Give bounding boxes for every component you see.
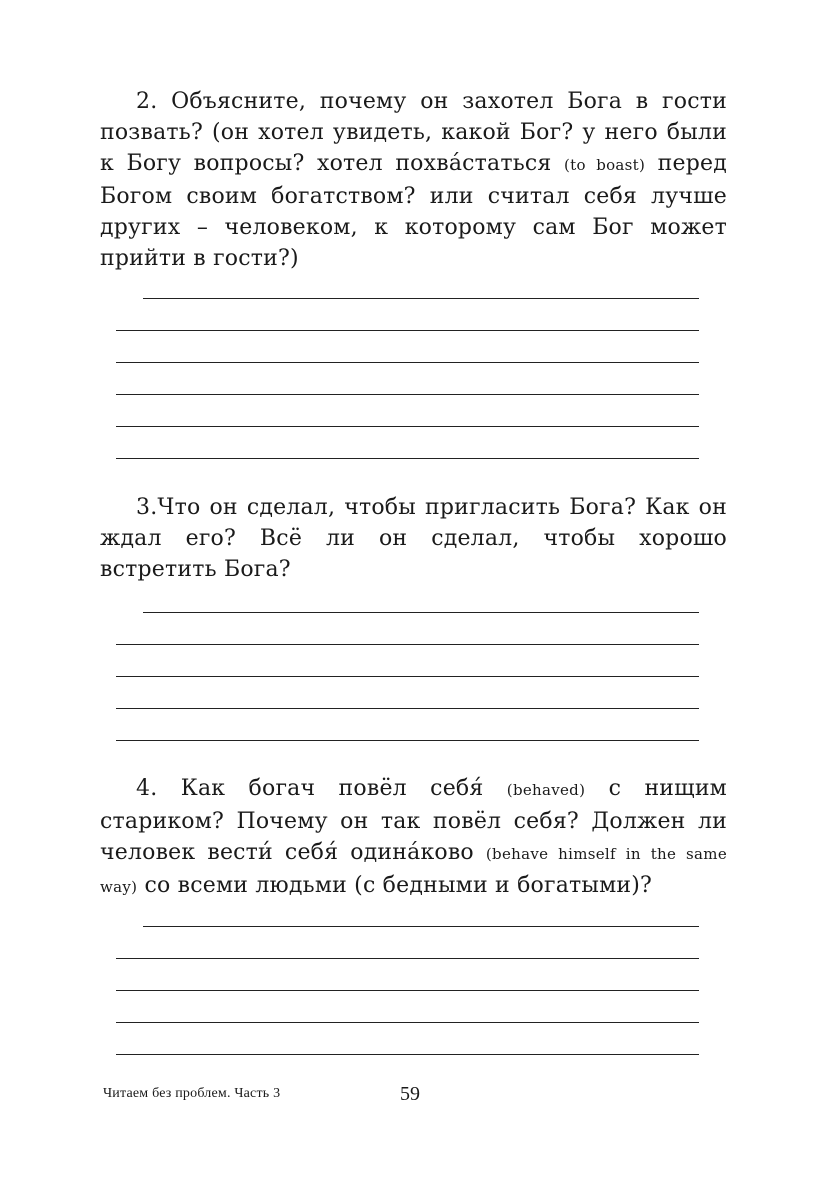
- answer-line[interactable]: [116, 330, 699, 331]
- answer-line[interactable]: [116, 740, 699, 741]
- question-3-text: [100, 492, 727, 585]
- page-number: 59: [400, 1083, 420, 1105]
- question-4-gloss: (behaved): [506, 781, 586, 799]
- question-4-gloss: (behave himself in the same way): [100, 845, 727, 896]
- answer-line[interactable]: [116, 362, 699, 363]
- question-2: [100, 86, 727, 274]
- answer-line[interactable]: [143, 926, 699, 927]
- question-2-text-part: перед Богом своим богатством? или считал себя лучше других – человеком, к которому сам Бог может прийти в гости?): [100, 151, 727, 271]
- answer-line[interactable]: [116, 958, 699, 959]
- question-3-text-part: 3.Что он сделал, чтобы пригласить Бога? Как он ждал его? Всё ли он сделал, чтобы хорошо встретить Бога?: [100, 495, 727, 582]
- question-4-text: [100, 773, 727, 903]
- footer-book-title: Читаем без проблем. Часть 3: [103, 1086, 281, 1101]
- answer-line[interactable]: [116, 676, 699, 677]
- question-4-text-part: 4. Как богач повёл себя́: [136, 776, 507, 801]
- question-4: [100, 773, 727, 903]
- question-2-gloss: (to boast): [564, 156, 646, 174]
- question-2-text: [100, 86, 727, 274]
- answer-line[interactable]: [116, 426, 699, 427]
- question-2-text-part: 2. Объясните, почему он захотел Бога в гости позвать? (он хотел увидеть, какой Бог? у него были к Богу вопросы? хотел похвáстаться: [100, 89, 727, 176]
- answer-line[interactable]: [143, 612, 699, 613]
- answer-line[interactable]: [116, 394, 699, 395]
- question-3: [100, 492, 727, 585]
- answer-line[interactable]: [116, 708, 699, 709]
- question-4-text-part: с нищим стариком? Почему он так повёл себя? Должен ли человек вести́ себя́ одинáково: [100, 776, 727, 865]
- question-4-text-part: со всеми людьми (с бедными и богатыми)?: [137, 873, 653, 898]
- answer-line[interactable]: [116, 1054, 699, 1055]
- answer-line[interactable]: [116, 1022, 699, 1023]
- answer-line[interactable]: [116, 644, 699, 645]
- answer-line[interactable]: [116, 458, 699, 459]
- answer-line[interactable]: [116, 990, 699, 991]
- answer-line[interactable]: [143, 298, 699, 299]
